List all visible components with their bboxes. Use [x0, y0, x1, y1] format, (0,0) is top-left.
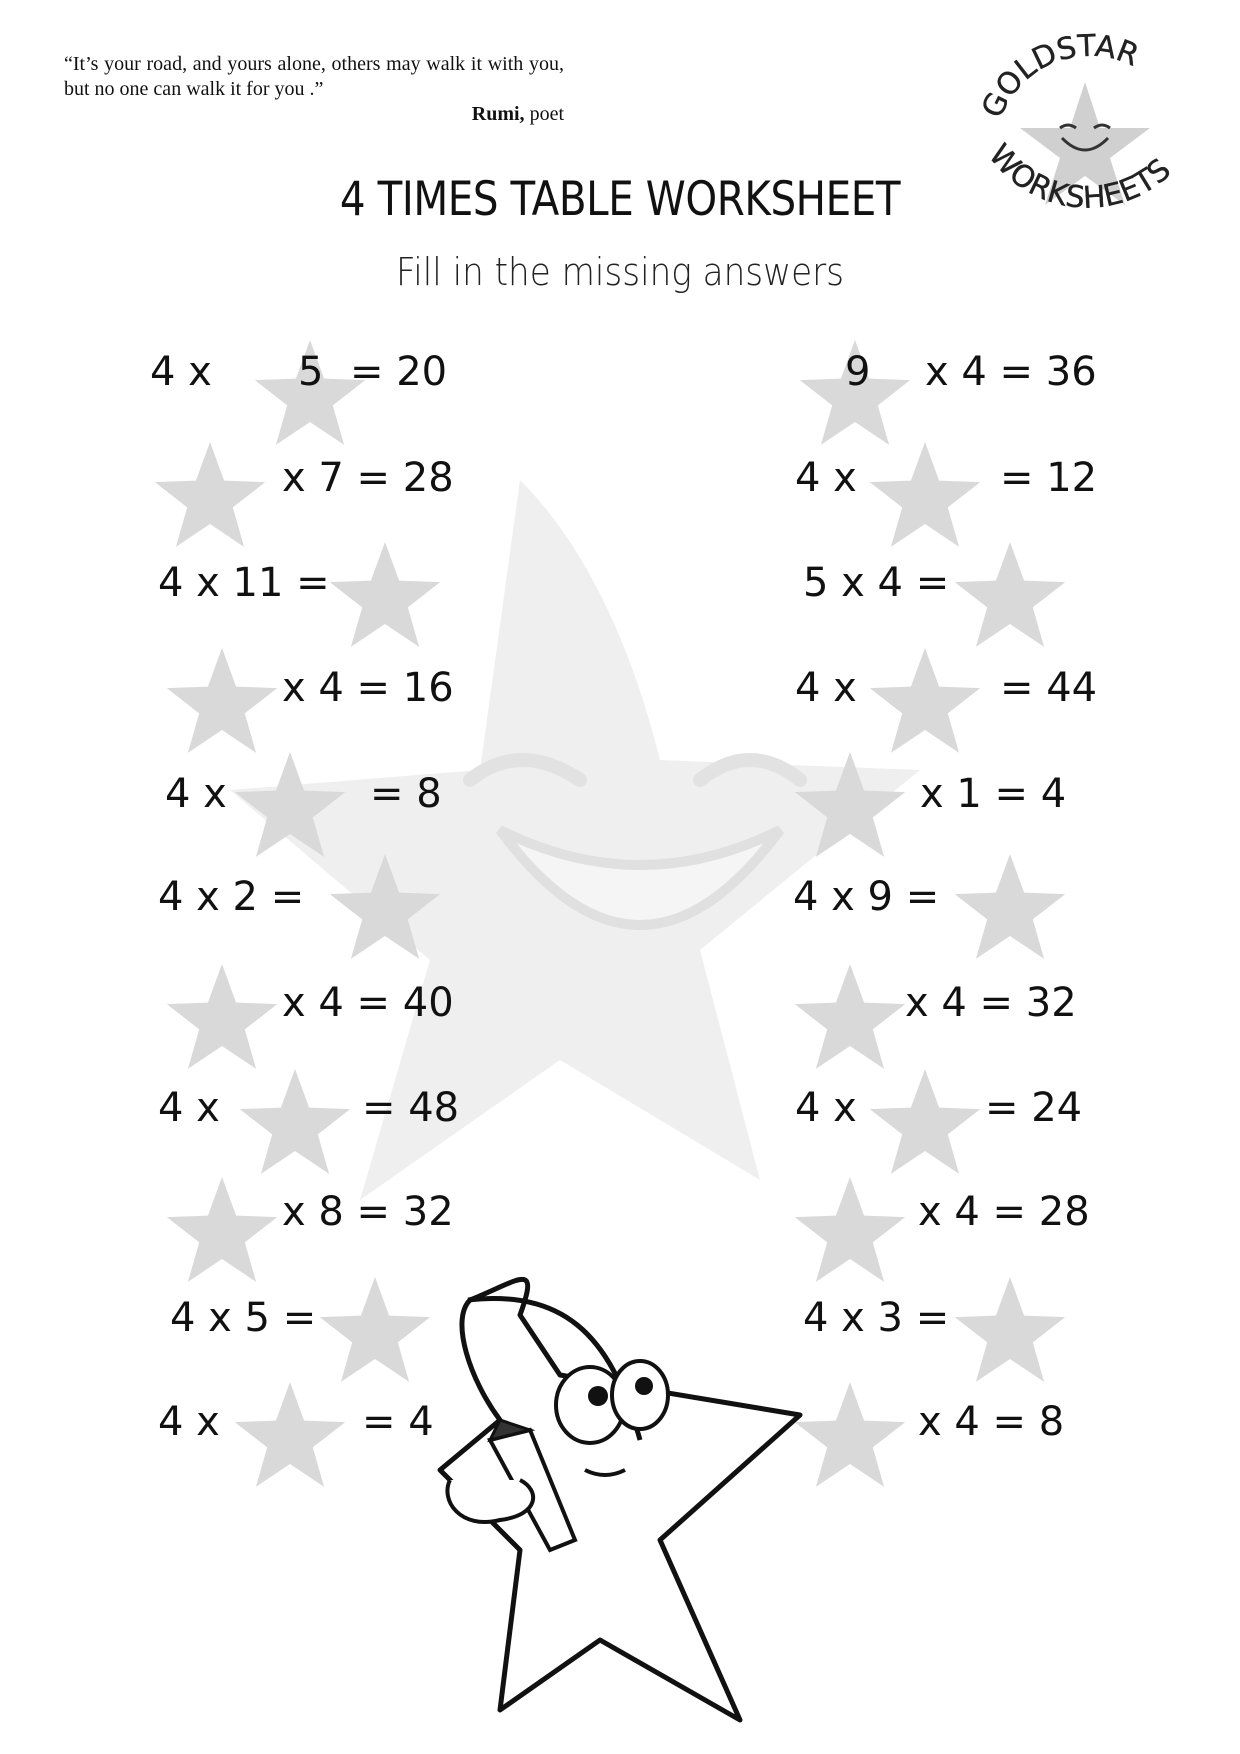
- right-equation-left-part: 4 x 9 =: [793, 874, 940, 920]
- page-title: 4 TIMES TABLE WORKSHEET: [339, 172, 901, 227]
- right-equation-left-part: 4 x: [795, 665, 857, 711]
- right-equation-right-part: x 1 = 4: [920, 771, 1067, 817]
- right-equation-left-part: 4 x 3 =: [803, 1295, 950, 1341]
- right-equation-right-part: x 4 = 36: [925, 349, 1097, 395]
- left-equation-right-part: = 4: [362, 1399, 434, 1445]
- left-equation-left-part: 4 x 11 =: [158, 560, 330, 606]
- right-given-answer: 9: [845, 349, 871, 395]
- right-equation-right-part: x 4 = 28: [918, 1189, 1090, 1235]
- left-equation-right-part: x 8 = 32: [282, 1189, 454, 1235]
- quote-block: [64, 52, 564, 127]
- logo-bottom-text: WORKSHEETS: [981, 137, 1178, 217]
- left-equation-right-part: = 20: [350, 349, 448, 395]
- left-equation-right-part: x 4 = 16: [282, 665, 454, 711]
- quote-attribution: [64, 102, 564, 127]
- right-equation-right-part: = 24: [985, 1085, 1083, 1131]
- left-equation-left-part: 4 x: [165, 771, 227, 817]
- left-equation-left-part: 4 x 5 =: [170, 1295, 317, 1341]
- right-equation-right-part: x 4 = 32: [905, 980, 1077, 1026]
- left-equation-right-part: x 7 = 28: [282, 455, 454, 501]
- page-subtitle: Fill in the missing answers: [396, 250, 844, 294]
- right-equation-right-part: = 44: [1000, 665, 1098, 711]
- right-equation-left-part: 4 x: [795, 455, 857, 501]
- quote-author: Rumi,: [471, 103, 525, 125]
- right-equation-left-part: 5 x 4 =: [803, 560, 950, 606]
- right-equation-right-part: = 12: [1000, 455, 1098, 501]
- right-equation-right-part: x 4 = 8: [918, 1399, 1065, 1445]
- right-equation-left-part: 4 x: [795, 1085, 857, 1131]
- quote-text: “It’s your road, and yours alone, others may walk it with you, but no one can walk it for you .”: [64, 53, 564, 100]
- quote-author-role: poet: [524, 103, 564, 125]
- left-equation-left-part: 4 x 2 =: [158, 874, 305, 920]
- left-given-answer: 5: [298, 349, 324, 395]
- left-equation-left-part: 4 x: [158, 1399, 220, 1445]
- left-equation-right-part: x 4 = 40: [282, 980, 454, 1026]
- left-equation-left-part: 4 x: [150, 349, 212, 395]
- logo-top-text: GOLDSTAR: [975, 28, 1144, 124]
- left-equation-right-part: = 8: [370, 771, 442, 817]
- left-equation-right-part: = 48: [362, 1085, 460, 1131]
- left-equation-left-part: 4 x: [158, 1085, 220, 1131]
